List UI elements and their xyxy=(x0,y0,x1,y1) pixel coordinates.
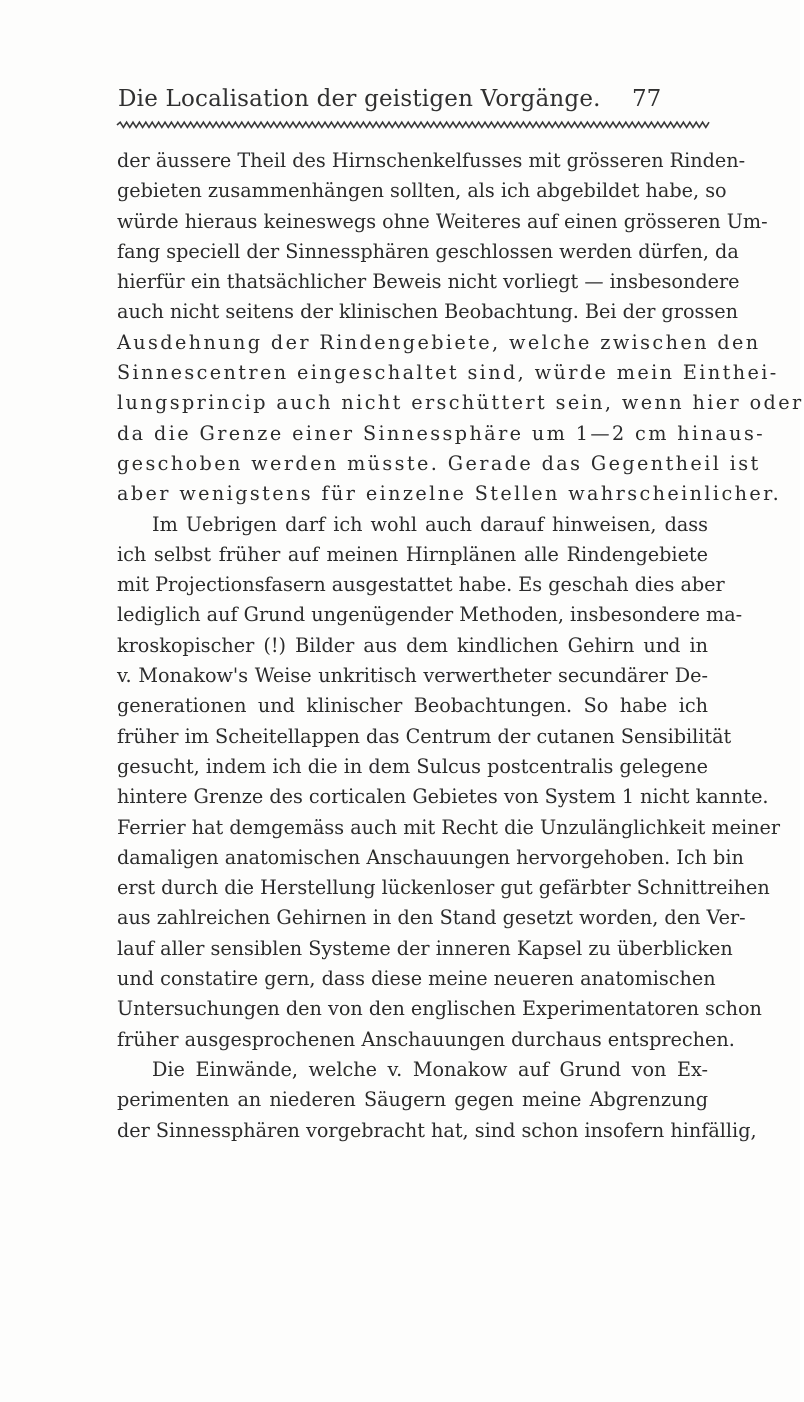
text-line: hierfür ein thatsächlicher Beweis nicht vorliegt — insbesondere xyxy=(117,270,740,294)
text-line: und constatire gern, dass diese meine neueren anatomischen xyxy=(117,967,716,991)
text-line: der äussere Theil des Hirnschenkelfusses mit grösseren Rinden- xyxy=(117,149,746,172)
text-line-spaced: Ausdehnung der Rindengebiete, welche zwischen den xyxy=(117,330,761,354)
text-line-spaced: da die Grenze einer Sinnessphäre um 1—2 cm hinaus- xyxy=(117,421,766,445)
text-line: v. Monakow's Weise unkritisch verwertheter secundärer De- xyxy=(117,664,708,688)
text-line: damaligen anatomischen Anschauungen hervorgehoben. Ich bin xyxy=(117,845,744,869)
paragraph-start-line: Die Einwände, welche v. Monakow auf Grund von Ex- xyxy=(152,1057,708,1081)
text-line: ich selbst früher auf meinen Hirnplänen alle Rindengebiete xyxy=(117,542,708,566)
text-line: früher im Scheitellappen das Centrum der cutanen Sensibilität xyxy=(117,724,732,748)
text-line-spaced: aber wenigstens für einzelne Stellen wahrscheinlicher. xyxy=(117,482,782,506)
text-line: Ferrier hat demgemäss auch mit Recht die Unzulänglichkeit meiner xyxy=(117,815,781,839)
text-line: erst durch die Herstellung lückenloser gut gefärbter Schnittreihen xyxy=(117,876,770,900)
text-line: Untersuchungen den von den englischen Experimentatoren schon xyxy=(117,997,762,1021)
text-line: mit Projectionsfasern ausgestattet habe. Es geschah dies aber xyxy=(117,573,725,597)
text-line: aus zahlreichen Gehirnen in den Stand gesetzt worden, den Ver- xyxy=(117,906,746,930)
text-line: perimenten an niederen Säugern gegen meine Abgrenzung xyxy=(117,1088,708,1112)
text-line: lediglich auf Grund ungenügender Methoden, insbesondere ma- xyxy=(117,603,743,627)
text-line: kroskopischer (!) Bilder aus dem kindlichen Gehirn und in xyxy=(117,633,708,657)
text-line: gesucht, indem ich die in dem Sulcus postcentralis gelegene xyxy=(117,754,708,778)
text-line: lauf aller sensiblen Systeme der inneren Kapsel zu überblicken xyxy=(117,936,733,960)
paragraph-end-line: früher ausgesprochenen Anschauungen durchaus entsprechen. xyxy=(117,1027,735,1051)
text-line-spaced: Sinnescentren eingeschaltet sind, würde mein Einthei- xyxy=(117,361,779,385)
page-number: 77 xyxy=(632,86,662,112)
text-line: würde hieraus keineswegs ohne Weiteres auf einen grösseren Um- xyxy=(117,209,768,233)
running-head xyxy=(0,86,800,120)
paragraph-start-line: Im Uebrigen darf ich wohl auch darauf hinweisen, dass xyxy=(152,512,708,536)
text-line: generationen und klinischer Beobachtungen. So habe ich xyxy=(117,694,708,718)
text-line: der Sinnessphären vorgebracht hat, sind schon insofern hinfällig, xyxy=(117,1118,757,1142)
text-line-spaced: geschoben werden müsste. Gerade das Gegentheil ist xyxy=(117,451,761,475)
decorative-wavy-rule xyxy=(117,121,709,129)
body-text xyxy=(117,146,804,1146)
text-line: auch nicht seitens der klinischen Beobachtung. Bei der grossen xyxy=(117,300,738,324)
text-line: fang speciell der Sinnessphären geschlossen werden dürfen, da xyxy=(117,239,739,263)
running-title: Die Localisation der geistigen Vorgänge. xyxy=(118,86,601,112)
text-line-spaced: lungsprincip auch nicht erschüttert sein, wenn hier oder xyxy=(117,391,804,415)
text-line: gebieten zusammenhängen sollten, als ich abgebildet habe, so xyxy=(117,179,727,203)
text-line: hintere Grenze des corticalen Gebietes von System 1 nicht kannte. xyxy=(117,785,769,809)
